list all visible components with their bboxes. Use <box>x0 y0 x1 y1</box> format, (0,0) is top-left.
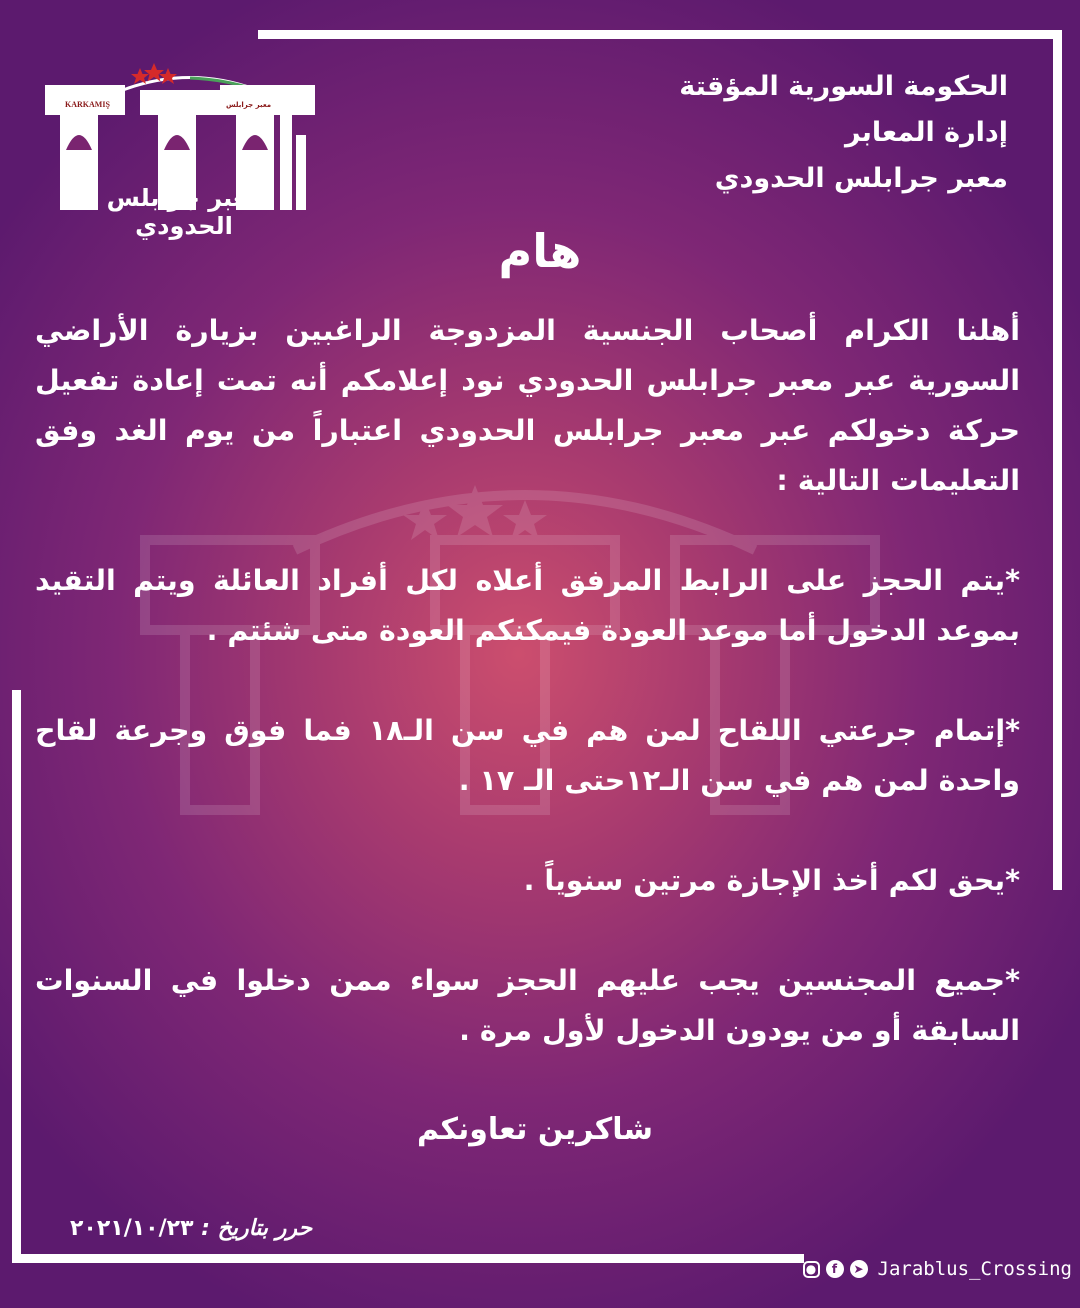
logo-latin-text: KARKAMIŞ <box>65 100 110 109</box>
instruction-booking: *يتم الحجز على الرابط المرفق أعلاه لكل أفراد العائلة ويتم التقيد بموعد الدخول أما موعد العودة فيمكنكم العودة متى شئتم . <box>35 564 1020 647</box>
frame-right-border <box>1053 30 1062 890</box>
telegram-icon[interactable]: ➤ <box>850 1260 868 1278</box>
closing-thanks: شاكرين تعاونكم <box>417 1112 653 1147</box>
frame-left-border <box>12 690 21 1263</box>
social-footer <box>803 1258 1072 1280</box>
instruction-leave: *يحق لكم أخذ الإجازة مرتين سنوياً . <box>523 864 1020 897</box>
org-line-crossings-administration: إدارة المعابر <box>844 117 1008 148</box>
date-value: ٢٠٢١/١٠/٢٣ <box>70 1216 194 1241</box>
instruction-naturalized: *جميع المجنسين يجب عليهم الحجز سواء ممن دخلوا في السنوات السابقة أو من يودون الدخول لأول مرة . <box>35 964 1020 1047</box>
social-handle[interactable]: Jarablus_Crossing <box>877 1258 1072 1280</box>
facebook-icon[interactable]: f <box>826 1260 844 1278</box>
intro-paragraph: أهلنا الكرام أصحاب الجنسية المزدوجة الراغبين بزيارة الأراضي السورية عبر معبر جرابلس الحدودي نود إعلامكم أنه تمت إعادة تفعيل حركة دخولكم عبر معبر جرابلس الحدودي اعتباراً من يوم الغد وفق التعليمات التالية : <box>35 314 1020 497</box>
instagram-icon[interactable]: ● <box>803 1261 820 1278</box>
organization-header <box>679 64 1008 202</box>
instruction-vaccination: *إتمام جرعتي اللقاح لمن هم في سن الـ١٨ فما فوق وجرعة لقاح واحدة لمن هم في سن الـ١٢حتى الـ ١٧ . <box>35 714 1021 797</box>
announcement-body <box>35 306 1020 1056</box>
issue-date <box>70 1216 312 1241</box>
frame-bottom-border <box>12 1254 804 1263</box>
frame-top-border <box>258 30 1062 39</box>
date-label: حرر بتاريخ : <box>201 1216 313 1241</box>
logo-arabic-text: معبر جرابلس <box>226 101 272 109</box>
logo-caption: معبر جرابلس الحدودي <box>106 184 262 240</box>
org-line-jarablus-crossing: معبر جرابلس الحدودي <box>714 163 1008 194</box>
org-line-government: الحكومة السورية المؤقتة <box>679 71 1008 102</box>
announcement-title: هام <box>498 224 582 278</box>
